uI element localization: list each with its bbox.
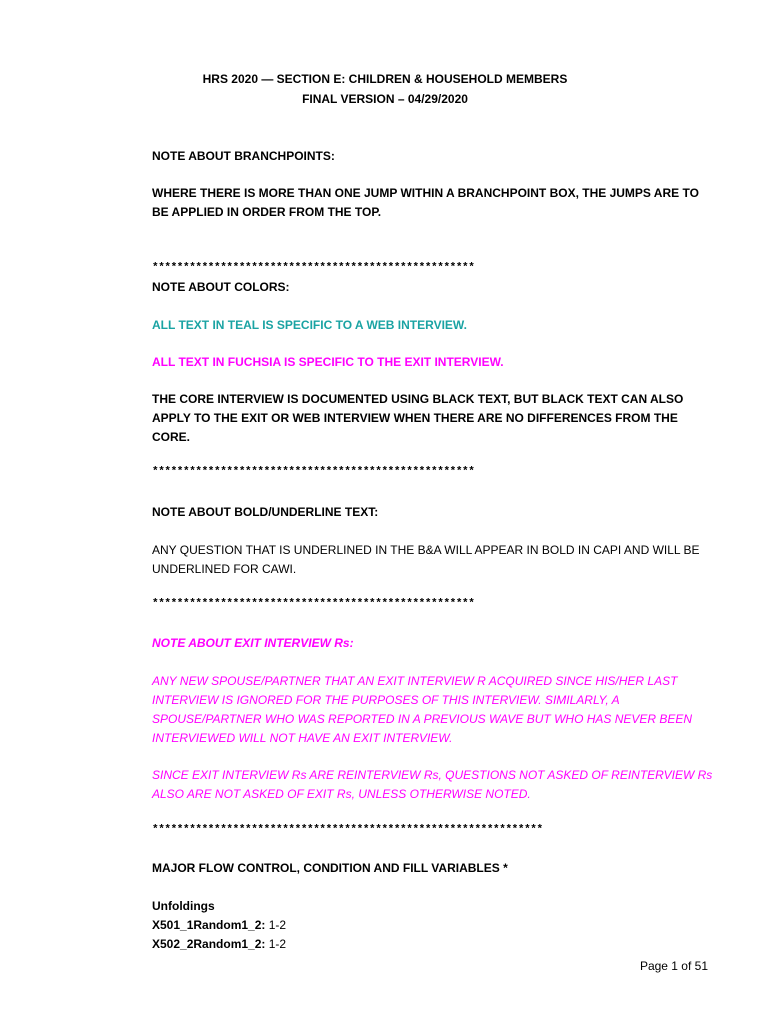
exit-interview-p2-line2: ALSO ARE NOT ASKED OF EXIT Rs, UNLESS OTHERWISE NOTED. [152,787,531,801]
colors-core-line3: CORE. [152,430,191,444]
flow-variable-value: 1-2 [265,937,287,951]
exit-interview-p1-line2: INTERVIEW IS IGNORED FOR THE PURPOSES OF THIS INTERVIEW. SIMILARLY, A [152,693,620,707]
flow-control-heading: MAJOR FLOW CONTROL, CONDITION AND FILL VARIABLES * [152,861,508,875]
flow-variable-name: X502_2Random1_2: [152,937,266,951]
colors-heading: NOTE ABOUT COLORS: [152,280,290,294]
colors-core-line2: APPLY TO THE EXIT OR WEB INTERVIEW WHEN THERE ARE NO DIFFERENCES FROM THE [152,411,678,425]
bold-underline-line1: ANY QUESTION THAT IS UNDERLINED IN THE B&A WILL APPEAR IN BOLD IN CAPI AND WILL BE [152,543,700,557]
colors-teal-note: ALL TEXT IN TEAL IS SPECIFIC TO A WEB INTERVIEW. [152,318,467,332]
flow-variable-name: X501_1Random1_2: [152,918,266,932]
flow-control-subheading: Unfoldings [152,899,215,913]
colors-core-line1: THE CORE INTERVIEW IS DOCUMENTED USING BLACK TEXT, BUT BLACK TEXT CAN ALSO [152,392,684,406]
branchpoints-text-line2: BE APPLIED IN ORDER FROM THE TOP. [152,205,382,219]
colors-fuchsia-note: ALL TEXT IN FUCHSIA IS SPECIFIC TO THE EXIT INTERVIEW. [152,355,504,369]
document-title: HRS 2020 — SECTION E: CHILDREN & HOUSEHOLD MEMBERS [202,72,568,86]
exit-interview-p1-line3: SPOUSE/PARTNER WHO WAS REPORTED IN A PREVIOUS WAVE BUT WHO HAS NEVER BEEN [152,712,693,726]
flow-variable-row [152,916,286,935]
exit-interview-p1-line1: ANY NEW SPOUSE/PARTNER THAT AN EXIT INTERVIEW R ACQUIRED SINCE HIS/HER LAST [152,674,678,688]
bold-underline-line2: UNDERLINED FOR CAWI. [152,562,297,576]
branchpoints-heading: NOTE ABOUT BRANCHPOINTS: [152,149,335,163]
separator-long: *************************************************************** [152,824,543,836]
flow-variable-value: 1-2 [265,918,287,932]
flow-variable-row [152,935,286,954]
branchpoints-text-line1: WHERE THERE IS MORE THAN ONE JUMP WITHIN A BRANCHPOINT BOX, THE JUMPS ARE TO [152,186,699,200]
exit-interview-p2-line1: SINCE EXIT INTERVIEW Rs ARE REINTERVIEW Rs, QUESTIONS NOT ASKED OF REINTERVIEW Rs [152,768,713,782]
separator: **************************************************** [152,598,475,610]
exit-interview-p1-line4: INTERVIEWED WILL NOT HAVE AN EXIT INTERVIEW. [152,731,453,745]
separator: **************************************************** [152,262,475,274]
document-version: FINAL VERSION – 04/29/2020 [302,92,468,106]
page-number: Page 1 of 51 [639,959,708,973]
separator: **************************************************** [152,466,475,478]
bold-underline-heading: NOTE ABOUT BOLD/UNDERLINE TEXT: [152,505,379,519]
exit-interview-heading: NOTE ABOUT EXIT INTERVIEW Rs: [152,636,354,650]
